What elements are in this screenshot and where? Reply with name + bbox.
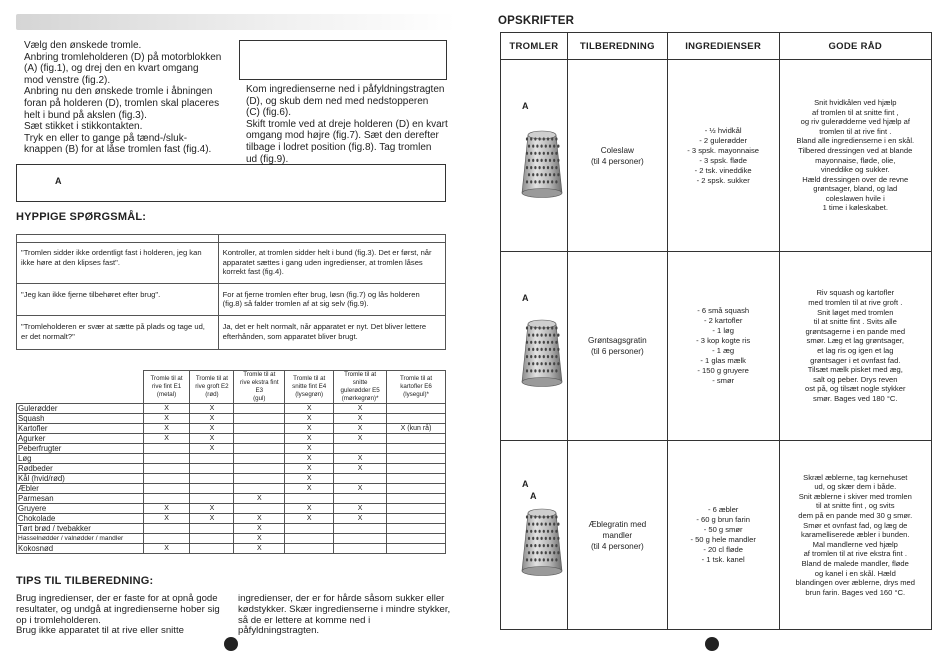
drum-mark: [334, 524, 387, 534]
table-row: [17, 414, 446, 424]
drum-mark: X: [234, 514, 285, 524]
drum-mark: [387, 534, 446, 544]
drum-mark: [387, 454, 446, 464]
drum-header: Tromle til at rive ekstra fint E3 (gul): [234, 371, 285, 404]
motor-letter: A: [530, 491, 537, 501]
drum-mark: [234, 414, 285, 424]
drum-mark: [387, 514, 446, 524]
recipe-ingredients: - 6 små squash - 2 kartofler - 1 løg - 3 kop kogte ris - 1 æg - 1 glas mælk - 150 g gruyere - smør: [667, 252, 779, 441]
food-name: Gruyere: [17, 504, 144, 514]
drum-mark: X: [334, 504, 387, 514]
faq-table: [16, 234, 446, 350]
col-preparation: TILBEREDNING: [567, 33, 667, 60]
drum-mark: X: [334, 414, 387, 424]
drum-mark: X: [334, 514, 387, 524]
drum-mark: [234, 464, 285, 474]
drum-mark: [143, 444, 190, 454]
drum-mark: [143, 534, 190, 544]
drum-mark: [285, 544, 334, 554]
drum-mark: [143, 524, 190, 534]
grater-drum-image: [519, 507, 565, 582]
drum-mark: [387, 474, 446, 484]
food-name: Gulerødder: [17, 404, 144, 414]
food-name: Squash: [17, 414, 144, 424]
motor-letter: A: [522, 293, 529, 303]
drum-mark: [387, 414, 446, 424]
food-name: Hasselnødder / valnødder / mandler: [17, 534, 144, 544]
recipe-advice: Snit hvidkålen ved hjælp af tromlen til at snitte fint , og riv gulerødderne ved hjælp af tromlen til at rive fint . Bland alle ingredienserne i en skål. Tilbered dressingen ved at blande mayonnaise, fløde, olie, vineddike og sukker. Hæld dressingen over de revne grøntsager, bland, og lad coleslawen hvile i 1 time i køleskabet.: [779, 60, 931, 252]
drum-mark: X: [285, 464, 334, 474]
drum-mark: [143, 454, 190, 464]
drum-mark: [387, 464, 446, 474]
drum-mark: X: [143, 414, 190, 424]
food-name: Chokolade: [17, 514, 144, 524]
drum-mark: X: [285, 514, 334, 524]
drum-mark: [285, 524, 334, 534]
col-drums: TROMLER: [501, 33, 568, 60]
faq-row: "Tromlen sidder ikke ordentligt fast i holderen, jeg kan ikke høre at den klipses fast". Kontroller, at tromlen sidder helt i bund (fig.3). Det er først, når apparatet sættes i gang uden ingredienser, at tromlen låses korrekt fast (fig.4).: [17, 243, 446, 284]
drum-mark: X: [190, 444, 234, 454]
drum-mark: X: [143, 514, 190, 524]
drum-mark: X: [190, 414, 234, 424]
food-name: Løg: [17, 454, 144, 464]
food-name: Rødbeder: [17, 464, 144, 474]
table-row: [17, 404, 446, 414]
col-advice: GODE RÅD: [779, 33, 931, 60]
tips-heading: TIPS TIL TILBEREDNING:: [16, 575, 154, 587]
recipe-name: Æblegratin med mandler (til 4 personer): [567, 441, 667, 630]
table-row: [17, 514, 446, 524]
col-ingredients: INGREDIENSER: [667, 33, 779, 60]
table-row: [17, 504, 446, 514]
drum-mark: [234, 404, 285, 414]
recipe-row: [501, 441, 932, 630]
drum-mark: X (kun rå): [387, 424, 446, 434]
drum-mark: X: [334, 484, 387, 494]
drum-header: Tromle til at snitte fint E4 (lysegrøn): [285, 371, 334, 404]
faq-row: "Tromleholderen er svær at sætte på plads og tage ud, er det normalt?" Ja, det er helt normalt, når apparatet er nyt. Det bliver lettere efterhånden, som apparatet bliver brugt.: [17, 315, 446, 349]
food-name: Parmesan: [17, 494, 144, 504]
drum-mark: [334, 474, 387, 484]
drum-mark: [285, 494, 334, 504]
grater-drum-image: [519, 318, 565, 393]
drum-mark: [190, 494, 234, 504]
recipe-advice: Riv squash og kartofler med tromlen til at rive groft . Snit løget med tromlen til at snitte fint . Svits alle grøntsagerne i en pande med smør. Læg et lag grøntsager, et lag ris og igen et lag grøntsager i et ovnfast fad. Tilsæt mælk pisket med æg, salt og peber. Drys reven ost på, og tilsæt nogle stykker smør. Bages ved 180 °C.: [779, 252, 931, 441]
drum-mark: [234, 454, 285, 464]
drum-mark: X: [143, 404, 190, 414]
recipe-advice: Skræl æblerne, tag kernehuset ud, og skær dem i både. Snit æblerne i skiver med tromlen til at snitte fint , og svits dem på en pande med 30 g smør. Smør et ovnfast fad, og læg de karamelliserede æbler i bunden. Mal mandlerne ved hjælp af tromlen til at rive ekstra fint . Bland de malede mandler, fløde og kanel i en skål. Hæld blandingen over æblerne, drys med brun farin. Bages ved 160 °C.: [779, 441, 931, 630]
drum-mark: [387, 524, 446, 534]
drum-mark: X: [143, 424, 190, 434]
table-row: [17, 524, 446, 534]
header-bar: [16, 14, 456, 30]
drum-mark: [387, 504, 446, 514]
motor-letter: A: [522, 101, 529, 111]
drum-mark: X: [285, 414, 334, 424]
recipe-row: [501, 60, 932, 252]
drum-mark: [387, 444, 446, 454]
drum-mark: [190, 464, 234, 474]
drum-mark: X: [190, 504, 234, 514]
food-name: Kartofler: [17, 424, 144, 434]
procedure-text: Kom ingredienserne ned i påfyldningstragten (D), og skub dem ned med nedstopperen (C) (fig.6). Skift tromle ved at dreje holderen (D) en kvart omgang mod højre (fig.7). Sæt den derefter tilbage i lodret position (fig.8). Tag tromlen ud (fig.9).: [246, 84, 448, 165]
drum-mark: [387, 434, 446, 444]
notice-box: [16, 164, 446, 202]
drum-mark: [190, 484, 234, 494]
table-row: [17, 474, 446, 484]
drum-mark: [190, 474, 234, 484]
drum-mark: X: [285, 434, 334, 444]
drum-mark: X: [285, 444, 334, 454]
recipe-header-row: [501, 33, 932, 60]
drum-mark: X: [334, 404, 387, 414]
drum-mark: X: [334, 454, 387, 464]
drum-mark: [190, 454, 234, 464]
drum-mark: [285, 534, 334, 544]
drum-header: Tromle til at kartofler E6 (lysegul)*: [387, 371, 446, 404]
food-name: Æbler: [17, 484, 144, 494]
recipe-name: Grøntsagsgratin (til 6 personer): [567, 252, 667, 441]
motor-letter: A: [522, 479, 529, 489]
food-name: Kokosnød: [17, 544, 144, 554]
drum-mark: X: [334, 464, 387, 474]
drum-mark: [234, 424, 285, 434]
drum-mark: X: [190, 514, 234, 524]
table-row: [17, 464, 446, 474]
recipe-ingredients: - ½ hvidkål - 2 gulerødder - 3 spsk. mayonnaise - 3 spsk. fløde - 2 tsk. vineddike - 2 spsk. sukker: [667, 60, 779, 252]
tips-text-1: Brug ingredienser, der er faste for at opnå gode resultater, og undgå at ingredienserne hober sig op i tromleholderen. Brug ikke apparatet til at rive eller snitte: [16, 593, 220, 637]
recipe-name: Coleslaw (til 4 personer): [567, 60, 667, 252]
drum-mark: X: [234, 524, 285, 534]
drum-mark: X: [190, 424, 234, 434]
table-row: [17, 424, 446, 434]
drum-mark: X: [334, 424, 387, 434]
food-name: Agurker: [17, 434, 144, 444]
drum-mark: [387, 494, 446, 504]
drum-mark: [334, 544, 387, 554]
drum-mark: X: [234, 544, 285, 554]
drum-mark: X: [143, 504, 190, 514]
drum-mark: X: [234, 534, 285, 544]
drum-mark: [143, 494, 190, 504]
food-name: Kål (hvid/rød): [17, 474, 144, 484]
recipe-row: [501, 252, 932, 441]
drum-cell: [501, 252, 568, 441]
drum-header: Tromle til at rive groft E2 (rød): [190, 371, 234, 404]
drum-mark: X: [285, 424, 334, 434]
drum-mark: [234, 484, 285, 494]
table-row: [17, 434, 446, 444]
table-row: [17, 544, 446, 554]
food-name: Peberfrugter: [17, 444, 144, 454]
drum-mark: [234, 474, 285, 484]
page-marker-left: [224, 637, 238, 651]
drum-mark: X: [285, 454, 334, 464]
drum-mark: [143, 484, 190, 494]
drum-mark: [387, 484, 446, 494]
warning-box: [239, 40, 447, 80]
grater-drum-image: [519, 129, 565, 204]
drum-mark: X: [285, 484, 334, 494]
drum-mark: [234, 434, 285, 444]
drum-mark: X: [190, 404, 234, 414]
drum-mark: [387, 544, 446, 554]
table-row: [17, 484, 446, 494]
recipes-heading: OPSKRIFTER: [498, 15, 575, 27]
drum-header-row: [17, 371, 446, 404]
drum-mark: X: [285, 474, 334, 484]
drum-header: Tromle til at snitte gulerødder E5 (mørkegrøn)*: [334, 371, 387, 404]
tips-text-2: ingredienser, der er for hårde såsom sukker eller kødstykker. Skær ingredienserne i mindre stykker, så de er lettere at komme ned i påfyldningstragten.: [238, 593, 451, 637]
drum-mark: X: [234, 494, 285, 504]
drum-mark: X: [190, 434, 234, 444]
intro-text: Vælg den ønskede tromle. Anbring tromleholderen (D) på motorblokken (A) (fig.1), og drej den en kvart omgang mod venstre (fig.2). Anbring nu den ønskede tromle i åbningen foran på holderen (D), tromlen skal placeres helt i bund på akslen (fig.3). Sæt stikket i stikkontakten. Tryk en eller to gange på tænd-/sluk- knappen (B) for at låse tromlen fast (fig.4).: [24, 40, 222, 156]
drum-mark: X: [334, 434, 387, 444]
drum-mark: [334, 444, 387, 454]
drum-mark: X: [143, 544, 190, 554]
drum-mark: [334, 534, 387, 544]
drum-cell: [501, 60, 568, 252]
drum-mark: X: [285, 404, 334, 414]
drum-mark: [234, 444, 285, 454]
table-row: [17, 494, 446, 504]
food-name: Tørt brød / tvebakker: [17, 524, 144, 534]
table-row: [17, 444, 446, 454]
drum-mark: [387, 404, 446, 414]
drum-mark: X: [143, 434, 190, 444]
drum-mark: [190, 534, 234, 544]
drum-mark: X: [285, 504, 334, 514]
faq-heading: HYPPIGE SPØRGSMÅL:: [16, 211, 147, 223]
table-row: [17, 534, 446, 544]
recipe-ingredients: - 6 æbler - 60 g brun farin - 50 g smør - 50 g hele mandler - 20 cl fløde - 1 tsk. kanel: [667, 441, 779, 630]
recipe-table: [500, 32, 932, 630]
page-marker-right: [705, 637, 719, 651]
drum-usage-table: [16, 370, 446, 554]
drum-mark: [334, 494, 387, 504]
drum-mark: [190, 544, 234, 554]
drum-mark: [190, 524, 234, 534]
drum-cell: [501, 441, 568, 630]
faq-row: "Jeg kan ikke fjerne tilbehøret efter brug". For at fjerne tromlen efter brug, løsn (fig.7) og lås holderen (fig.8) så falder tromlen af at sig selv (fig.9).: [17, 283, 446, 315]
drum-mark: [143, 474, 190, 484]
motor-letter: A: [55, 176, 62, 186]
drum-header: Tromle til at rive fint E1 (metal): [143, 371, 190, 404]
drum-mark: [234, 504, 285, 514]
drum-mark: [143, 464, 190, 474]
table-row: [17, 454, 446, 464]
